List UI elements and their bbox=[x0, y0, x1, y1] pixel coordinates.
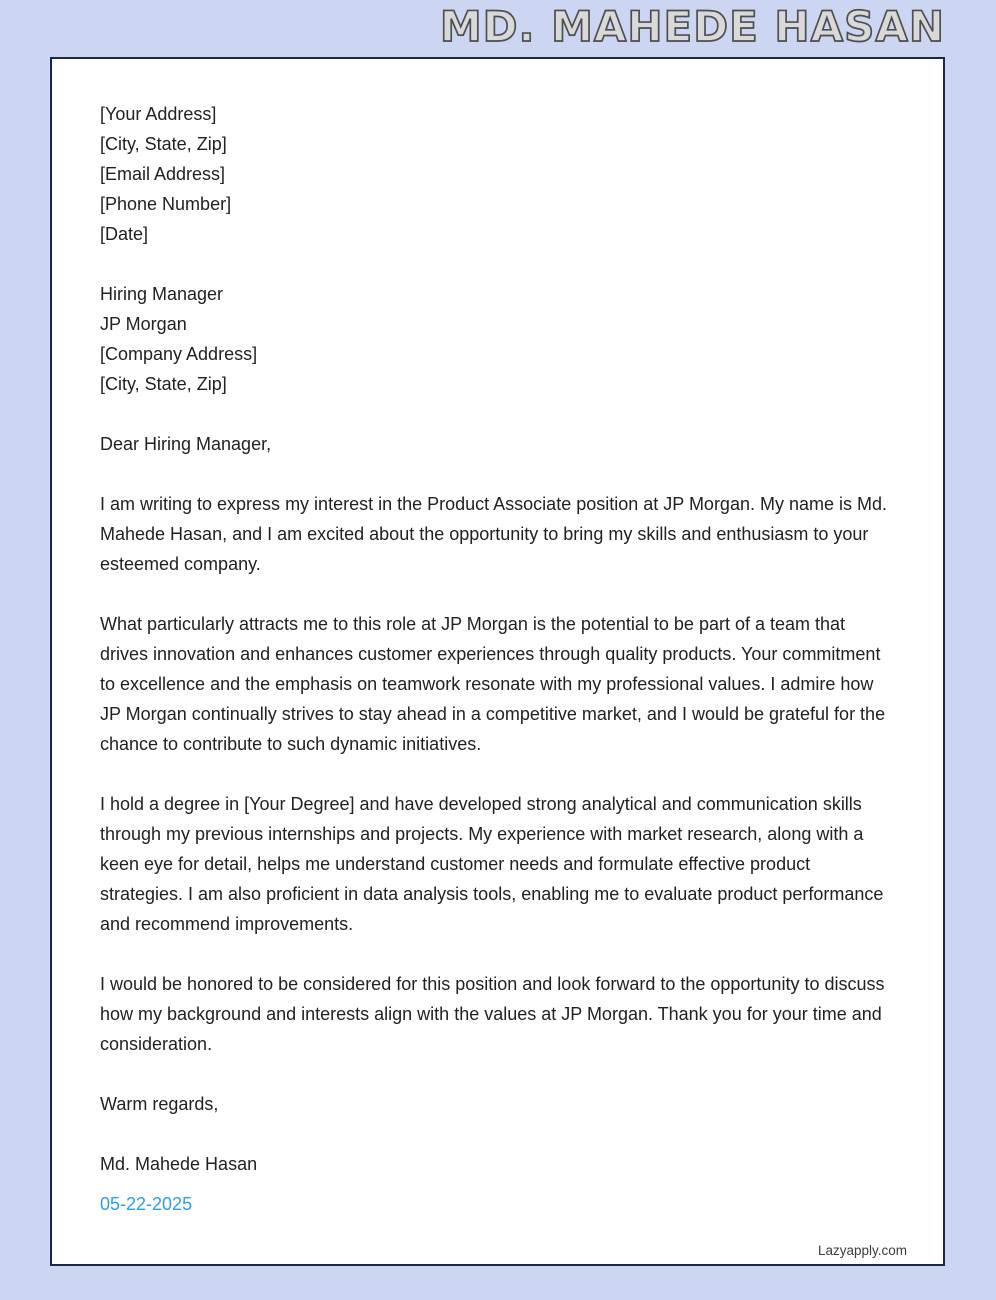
closing-phrase: Warm regards, bbox=[100, 1094, 219, 1114]
header-author-name: MD. MAHEDE HASAN bbox=[439, 2, 945, 51]
recipient-address-line: [Company Address] bbox=[100, 344, 258, 364]
paragraph-intro: I am writing to express my interest in the Product Associate position at JP Morgan. My name is Md. Mahede Hasan, and I am excited about the opportunity to bring my skills and enthusiasm to your esteemed company. bbox=[100, 494, 887, 574]
recipient-city-line: [City, State, Zip] bbox=[100, 374, 227, 394]
salutation: Dear Hiring Manager, bbox=[100, 434, 272, 454]
paragraph-closing: I would be honored to be considered for this position and look forward to the opportunity to discuss how my background and interests align with the values at JP Morgan. Thank you for your time and consideration. bbox=[100, 974, 885, 1054]
paragraph-qualifications: I hold a degree in [Your Degree] and have developed strong analytical and communication skills through my previous internships and projects. My experience with market research, along with a keen eye for detail, helps me understand customer needs and formulate effective product strategies. I am also proficient in data analysis tools, enabling me to evaluate product performance and recommend improvements. bbox=[100, 794, 884, 934]
sender-city-line: [City, State, Zip] bbox=[100, 134, 227, 154]
recipient-title-line: Hiring Manager bbox=[100, 284, 224, 304]
letter-body bbox=[52, 59, 943, 1219]
signature-name: Md. Mahede Hasan bbox=[100, 1154, 258, 1174]
sender-address-block bbox=[100, 99, 891, 249]
cover-letter-page bbox=[50, 57, 945, 1266]
paragraph-motivation: What particularly attracts me to this role at JP Morgan is the potential to be part of a team that drives innovation and enhances customer experiences through quality products. Your commitment to excellence and the emphasis on teamwork resonate with my professional values. I admire how JP Morgan continually strives to stay ahead in a competitive market, and I would be grateful for the chance to contribute to such dynamic initiatives. bbox=[100, 614, 886, 754]
recipient-address-block bbox=[100, 279, 891, 399]
letter-date: 05-22-2025 bbox=[100, 1194, 193, 1214]
recipient-company-line: JP Morgan bbox=[100, 314, 187, 334]
sender-phone-line: [Phone Number] bbox=[100, 194, 232, 214]
sender-address-line: [Your Address] bbox=[100, 104, 217, 124]
sender-date-line: [Date] bbox=[100, 224, 149, 244]
sender-email-line: [Email Address] bbox=[100, 164, 226, 184]
watermark-link[interactable]: Lazyapply.com bbox=[817, 1243, 907, 1258]
